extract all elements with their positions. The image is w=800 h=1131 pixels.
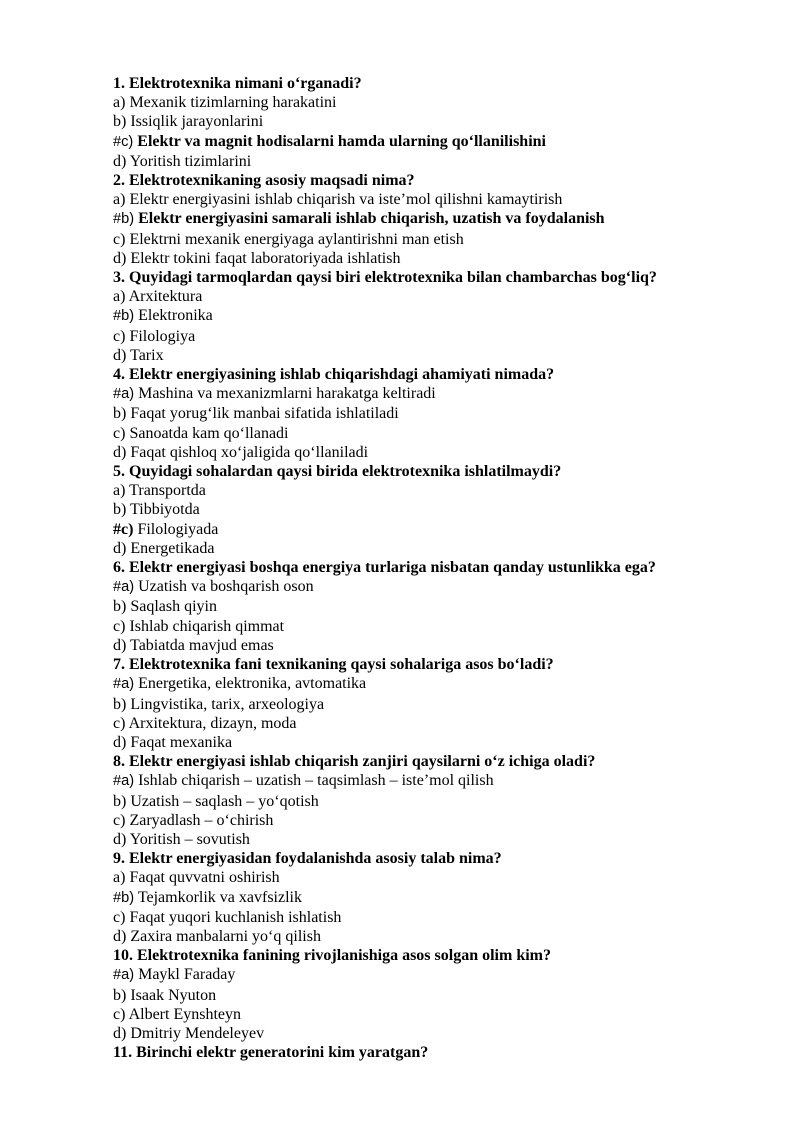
option-label: #a) (113, 773, 135, 790)
option-label: c) (113, 617, 126, 635)
option-label: c) (113, 1005, 126, 1023)
question-block (113, 74, 750, 171)
question-block (113, 558, 750, 655)
answer-option-line (113, 306, 750, 326)
option-label: a) (113, 482, 126, 500)
option-text: Sanoatda kam qo‘llanadi (129, 424, 289, 442)
option-line (113, 190, 750, 209)
option-text: Mexanik tizimlarning harakatini (129, 94, 337, 112)
option-line (113, 404, 750, 423)
question-title: 5. Quyidagi sohalardan qaysi birida elektrotexnika ishlatilmaydi? (113, 463, 562, 481)
question-title: 11. Birinchi elektr generatorini kim yaratgan? (113, 1044, 429, 1062)
option-line (113, 868, 750, 887)
option-label: #a) (113, 967, 135, 984)
option-line (113, 597, 750, 616)
answer-option-line (113, 132, 750, 152)
option-text: Elektr va magnit hodisalarni hamda ularning qo‘llanilishini (137, 132, 546, 150)
option-text: Faqat qishloq xo‘jaligida qo‘llaniladi (130, 443, 369, 461)
answer-option-line (113, 888, 750, 908)
option-text: Tabiatda mavjud emas (130, 636, 274, 654)
question-title: 6. Elektr energiyasi boshqa energiya turlariga nisbatan qanday ustunlikka ega? (113, 559, 656, 577)
option-text: Dmitriy Mendeleyev (130, 1024, 265, 1042)
option-line (113, 792, 750, 811)
option-label: d) (113, 927, 127, 945)
option-text: Albert Eynshteyn (128, 1005, 241, 1023)
option-label: c) (113, 327, 126, 345)
option-label: b) (113, 986, 127, 1004)
option-label: a) (113, 191, 126, 209)
option-text: Tejamkorlik va xavfsizlik (137, 888, 302, 906)
option-line (113, 986, 750, 1005)
option-line (113, 539, 750, 558)
option-label: a) (113, 94, 126, 112)
option-line (113, 93, 750, 112)
option-line (113, 230, 750, 249)
question-block (113, 268, 750, 365)
option-text: Yoritish tizimlarini (129, 152, 252, 170)
option-text: Issiqlik jarayonlarini (130, 113, 264, 131)
option-line (113, 811, 750, 830)
option-label: d) (113, 539, 127, 557)
option-text: Faqat mexanika (130, 733, 233, 751)
option-label: b) (113, 501, 127, 519)
option-line (113, 287, 750, 306)
option-label: b) (113, 113, 127, 131)
option-text: Uzatish va boshqarish oson (138, 578, 314, 596)
option-label: a) (113, 288, 126, 306)
option-line (113, 500, 750, 519)
option-text: Ishlab chiqarish – uzatish – taqsimlash – iste’mol qilish (138, 772, 494, 790)
option-label: #c) (113, 520, 134, 538)
option-text: Faqat yorug‘lik manbai sifatida ishlatiladi (130, 405, 399, 423)
option-line (113, 1005, 750, 1024)
option-label: d) (113, 733, 127, 751)
option-line (113, 636, 750, 655)
option-label: d) (113, 152, 127, 170)
option-line (113, 249, 750, 268)
question-block (113, 365, 750, 462)
answer-option-line (113, 674, 750, 694)
answer-option-line (113, 209, 750, 229)
question-title: 9. Elektr energiyasidan foydalanishda asosiy talab nima? (113, 850, 502, 868)
option-label: #a) (113, 579, 135, 596)
option-label: d) (113, 346, 127, 364)
option-text: Uzatish – saqlash – yo‘qotish (130, 792, 319, 810)
option-line (113, 424, 750, 443)
option-text: Ishlab chiqarish qimmat (129, 617, 285, 635)
option-line (113, 1024, 750, 1043)
option-label: #b) (113, 889, 135, 906)
option-label: c) (113, 811, 126, 829)
question-block (113, 849, 750, 946)
option-text: Saqlash qiyin (130, 598, 217, 616)
option-label: b) (113, 792, 127, 810)
option-text: Maykl Faraday (138, 966, 236, 984)
option-text: Faqat yuqori kuchlanish ishlatish (129, 908, 342, 926)
option-line (113, 830, 750, 849)
answer-option-line (113, 384, 750, 404)
question-title: 7. Elektrotexnika fani texnikaning qaysi sohalariga asos bo‘ladi? (113, 656, 554, 674)
option-text: Elektr tokini faqat laboratoriyada ishlatish (130, 249, 401, 267)
option-text: Energetika, elektronika, avtomatika (138, 675, 367, 693)
option-text: Isaak Nyuton (130, 986, 217, 1004)
answer-option-line (113, 965, 750, 985)
option-text: Elektr energiyasini samarali ishlab chiqarish, uzatish va foydalanish (138, 210, 605, 228)
question-title: 2. Elektrotexnikaning asosiy maqsadi nima? (113, 172, 415, 190)
quiz-content (113, 74, 750, 1062)
option-text: Zaxira manbalarni yo‘q qilish (130, 927, 321, 945)
question-block (113, 752, 750, 849)
option-label: #c) (113, 133, 134, 150)
option-text: Lingvistika, tarix, arxeologiya (130, 695, 325, 713)
question-block (113, 946, 750, 1043)
option-label: d) (113, 443, 127, 461)
question-block (113, 462, 750, 558)
option-line (113, 346, 750, 365)
option-label: #a) (113, 386, 135, 403)
option-line (113, 327, 750, 346)
question-title: 1. Elektrotexnika nimani o‘rganadi? (113, 75, 362, 92)
option-line (113, 152, 750, 171)
option-label: b) (113, 695, 127, 713)
option-label: d) (113, 636, 127, 654)
option-label: d) (113, 249, 127, 267)
option-label: c) (113, 714, 126, 732)
option-label: c) (113, 424, 126, 442)
option-text: Elektrni mexanik energiyaga aylantirishni man etish (129, 230, 464, 248)
option-label: #b) (113, 211, 135, 228)
question-title: 8. Elektr energiyasi ishlab chiqarish zanjiri qaysilarni o‘z ichiga oladi? (113, 753, 596, 771)
option-text: Yoritish – sovutish (129, 830, 250, 848)
option-label: #a) (113, 676, 135, 693)
option-line (113, 714, 750, 733)
option-label: c) (113, 230, 126, 248)
answer-option-line (113, 520, 750, 539)
option-text: Arxitektura (128, 288, 203, 306)
option-line (113, 733, 750, 752)
option-label: b) (113, 598, 127, 616)
question-block (113, 655, 750, 752)
option-text: Filologiya (129, 327, 196, 345)
option-text: Filologiyada (137, 520, 219, 538)
option-line (113, 695, 750, 714)
question-block (113, 1043, 750, 1062)
option-text: Faqat quvvatni oshirish (129, 869, 280, 887)
option-label: a) (113, 869, 126, 887)
option-text: Elektr energiyasini ishlab chiqarish va iste’mol qilishni kamaytirish (129, 191, 563, 209)
option-line (113, 927, 750, 946)
option-label: b) (113, 405, 127, 423)
option-text: Arxitektura, dizayn, moda (128, 714, 297, 732)
option-line (113, 908, 750, 927)
question-title: 3. Quyidagi tarmoqlardan qaysi biri elektrotexnika bilan chambarchas bog‘liq? (113, 269, 657, 287)
question-title: 4. Elektr energiyasining ishlab chiqarishdagi ahamiyati nimada? (113, 366, 555, 384)
option-text: Transportda (129, 482, 206, 500)
question-block (113, 171, 750, 268)
option-text: Elektronika (138, 307, 213, 325)
option-text: Mashina va mexanizmlarni harakatga keltiradi (138, 385, 436, 403)
option-label: d) (113, 830, 127, 848)
option-line (113, 443, 750, 462)
option-line (113, 481, 750, 500)
answer-option-line (113, 577, 750, 597)
option-label: c) (113, 908, 126, 926)
question-title: 10. Elektrotexnika fanining rivojlanishiga asos solgan olim kim? (113, 947, 551, 965)
answer-option-line (113, 771, 750, 791)
option-text: Energetikada (130, 539, 215, 557)
option-label: #b) (113, 308, 135, 325)
option-line (113, 617, 750, 636)
option-text: Zaryadlash – o‘chirish (129, 811, 274, 829)
option-label: d) (113, 1024, 127, 1042)
option-text: Tarix (130, 346, 164, 364)
option-text: Tibbiyotda (130, 501, 200, 519)
option-line (113, 112, 750, 131)
